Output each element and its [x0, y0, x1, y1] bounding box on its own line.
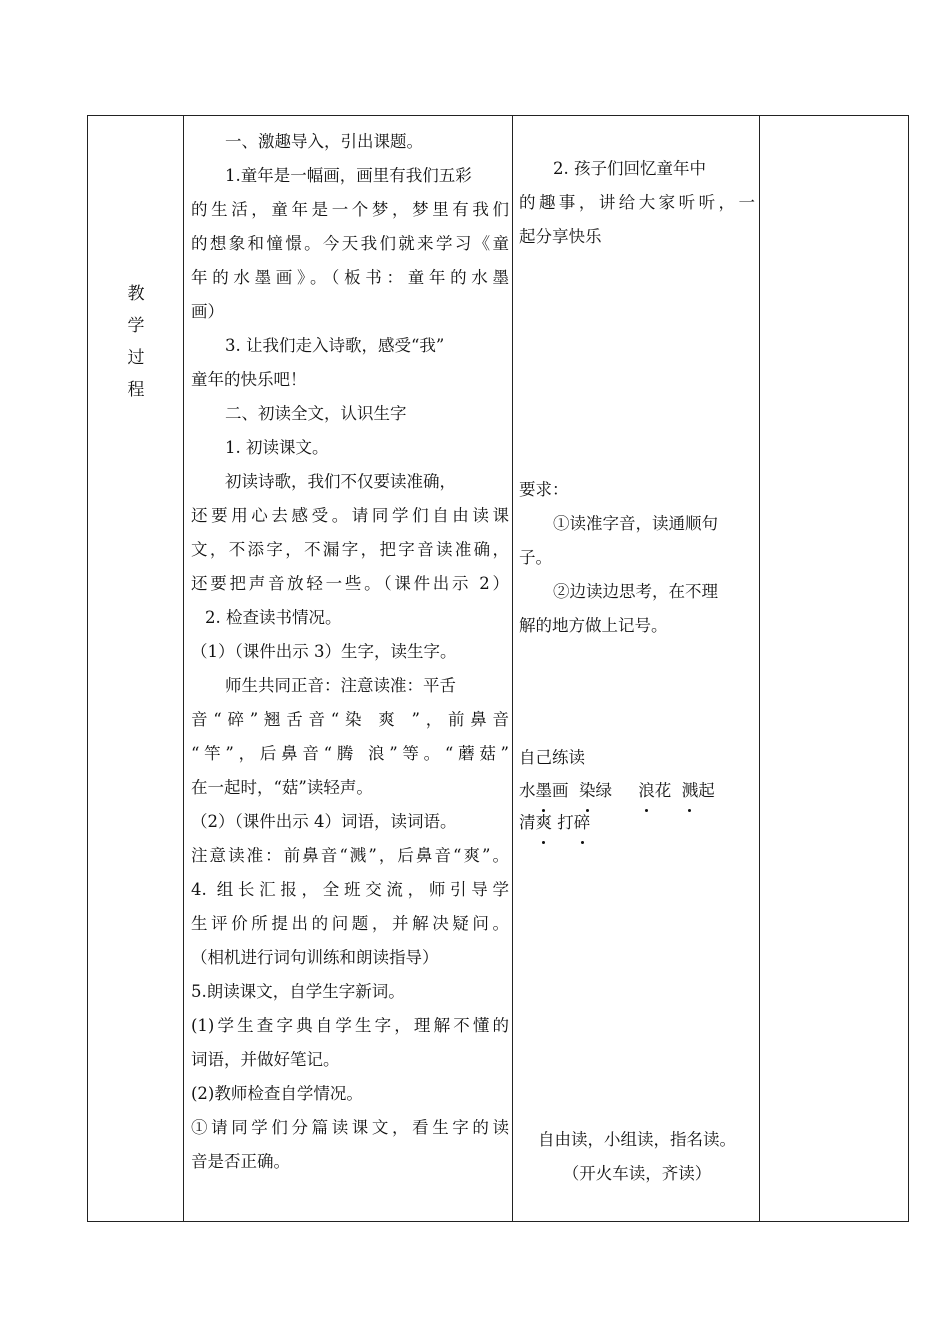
text-line: 1. 初读课文。 [225, 438, 329, 457]
text-line: 音“碎”翘舌音“染 爽 ”，前鼻音 [191, 710, 509, 729]
text-line: 4. 组长汇报，全班交流，师引导学 [191, 880, 509, 899]
text-line: （相机进行词句训练和朗读指导） [191, 948, 439, 967]
text-line: （开火车读，齐读） [562, 1164, 712, 1183]
text-line: 自由读，小组读，指名读。 [538, 1130, 736, 1149]
text-line: ①读准字音，读通顺句 [553, 514, 718, 533]
text-line: （2）（课件出示 4）词语，读词语。 [191, 812, 457, 831]
text-line: 词语，并做好笔记。 [191, 1050, 340, 1069]
text-line: 5.朗读课文，自学生字新词。 [191, 982, 405, 1001]
text-line: 师生共同正音：注意读准：平舌 [225, 676, 456, 695]
column-divider-3 [759, 115, 760, 1222]
dotted-char: 染 [579, 775, 596, 807]
text-line: 2. 孩子们回忆童年中 [553, 159, 706, 178]
char: 画 [552, 781, 569, 800]
text-line: 1.童年是一幅画，画里有我们五彩 [225, 166, 472, 185]
text-line: ②边读边思考，在不理 [553, 582, 718, 601]
table-top-border [87, 115, 909, 116]
dotted-char: 溅 [682, 775, 699, 807]
text-line: 童年的快乐吧！ [191, 370, 307, 389]
text-line: 在一起时，“菇”读轻声。 [191, 778, 373, 797]
text-line: 注意读准：前鼻音“溅”，后鼻音“爽”。 [191, 846, 509, 865]
text-line: 的想象和憧憬。今天我们就来学习《童 [191, 234, 509, 253]
text-line: 的生活，童年是一个梦，梦里有我们 [191, 200, 509, 219]
text-line: 2. 检查读书情况。 [205, 608, 342, 627]
text-line: 初读诗歌，我们不仅要读准确， [225, 472, 456, 491]
text-line: 音是否正确。 [191, 1152, 290, 1171]
text-line: 生评价所提出的问题，并解决疑问。 [191, 914, 509, 933]
section-heading: 二、初读全文，认识生字 [225, 404, 407, 423]
text-line: 的趣事，讲给大家听听，一 [519, 193, 755, 212]
text-line: （1）（课件出示 3）生字，读生字。 [191, 642, 457, 661]
reading-methods [519, 1123, 755, 1191]
table-bottom-border [87, 1221, 909, 1222]
char: 花 [654, 781, 672, 800]
char: 清 [519, 813, 536, 832]
text-line: (1)学生查字典自学生字，理解不懂的 [191, 1016, 509, 1035]
char: 打 [557, 813, 574, 832]
dotted-char: 墨 [536, 775, 553, 807]
text-line: 子。 [519, 548, 552, 567]
section-label: 教 学 过 程 [127, 284, 145, 400]
text-line: (2)教师检查自学情况。 [191, 1084, 363, 1103]
requirements-heading: 要求： [519, 480, 569, 499]
dotted-char: 爽 [536, 807, 553, 839]
text-line: 还要用心去感受。请同学们自由读课 [191, 506, 509, 525]
text-line: 年的水墨画》。（板书：童年的水墨 [191, 268, 509, 287]
text-line: 文，不添字，不漏字，把字音读准确， [191, 540, 509, 559]
dotted-char: 浪 [638, 775, 655, 807]
column-divider-2 [512, 115, 513, 1222]
text-line: 画） [191, 302, 224, 321]
text-line: 起分享快乐 [519, 227, 602, 246]
lesson-table [87, 115, 909, 1222]
column-divider-1 [183, 115, 184, 1222]
text-line: ①请同学们分篇读课文，看生字的读 [191, 1118, 509, 1137]
reading-requirements [519, 473, 755, 643]
text-line: 还要把声音放轻一些。（课件出示 2） [191, 574, 509, 593]
char: 起 [698, 781, 715, 800]
section-heading: 一、激趣导入，引出课题。 [225, 132, 423, 151]
practice-heading: 自己练读 [519, 748, 585, 767]
char: 绿 [595, 781, 612, 800]
word-row [519, 807, 755, 839]
text-line: 3. 让我们走入诗歌，感受“我” [225, 336, 445, 355]
char: 水 [519, 781, 536, 800]
word-row [519, 775, 755, 807]
student-activity-share [519, 152, 755, 254]
teacher-activities [191, 125, 509, 1179]
dotted-char: 碎 [574, 807, 591, 839]
table-left-border [87, 115, 88, 1222]
text-line: 解的地方做上记号。 [519, 616, 668, 635]
text-line: “竿”，后鼻音“腾 浪”等。“蘑菇” [191, 744, 509, 763]
table-right-border [908, 115, 909, 1222]
practice-words [519, 741, 755, 839]
